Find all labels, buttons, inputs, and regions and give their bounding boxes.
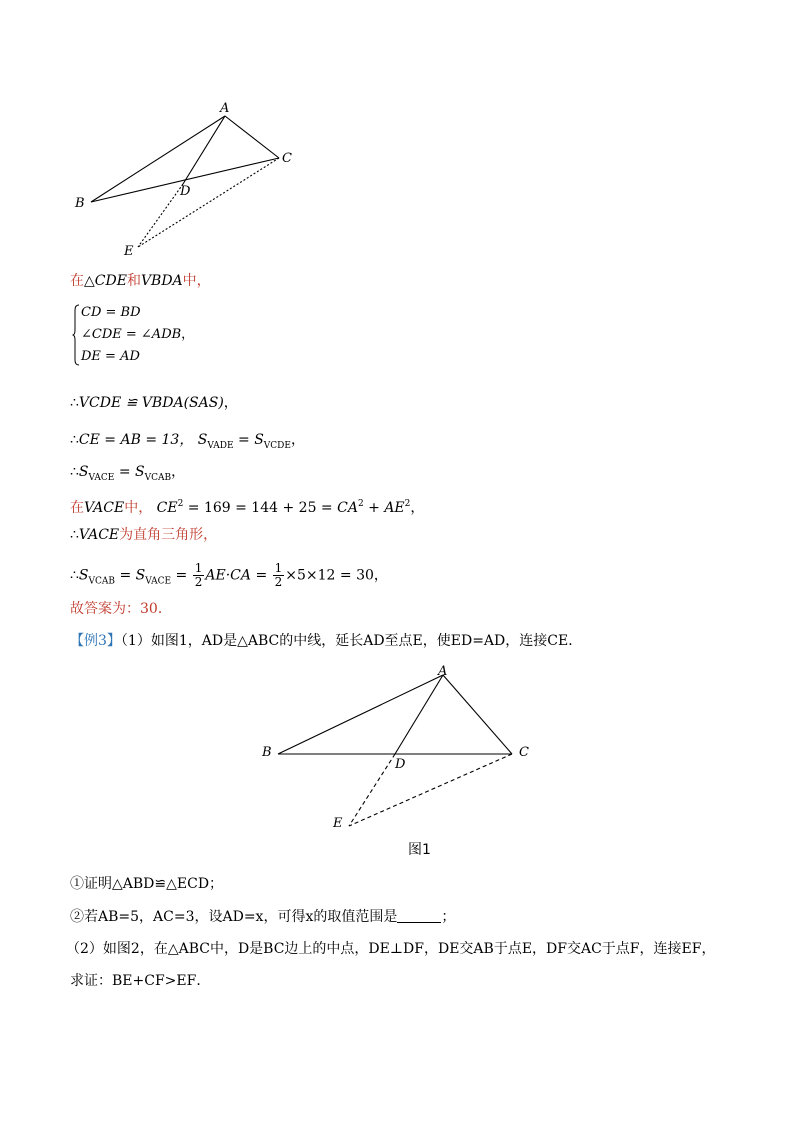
fig1-segment-de: [349, 754, 395, 826]
example3-line: 【例3】（1）如图1，AD是△ABC的中线，延长AD至点E，使ED=AD，连接CE．: [70, 633, 583, 649]
answer-blank[interactable]: [397, 908, 441, 923]
left-brace-icon: [72, 304, 80, 366]
area-equality-line: $\therefore S_{VACE} = S_{VCAB}$，: [70, 464, 186, 483]
pythagoras-line: 在VACE中， $CE^2 = 169 = 144 + 25 = CA^2 + AE^2$，: [70, 499, 425, 516]
top-label-d: D: [180, 184, 191, 199]
figure-one-caption: 图1: [408, 842, 431, 858]
top-label-c: C: [282, 151, 292, 166]
fig1-label-b: B: [262, 745, 272, 760]
fig1-label-a: A: [438, 664, 448, 679]
question-2-prove: 求证：BE+CF>EF．: [70, 973, 211, 989]
answer-line: 故答案为：30．: [70, 601, 172, 617]
top-label-b: B: [75, 196, 85, 211]
condition-cd-bd: CD = BD: [81, 305, 141, 320]
fig1-label-c: C: [519, 745, 529, 760]
fig1-segment-ab: [278, 675, 443, 754]
condition-angles: ∠CDE = ∠ADB，: [81, 327, 195, 342]
segment-ac: [225, 116, 279, 158]
ce-ab-line: ∴CE = AB = 13， $S_{VADE} = S_{VCDE}$，: [70, 432, 305, 451]
figure-one-diagram: [250, 660, 550, 840]
top-label-a: A: [220, 101, 230, 116]
top-geometry-figure: [60, 95, 320, 265]
fraction-one-half-2: $\frac{1}{2}$: [274, 561, 283, 589]
fig1-label-e: E: [333, 816, 343, 831]
segment-ad: [183, 116, 225, 184]
segment-ce: [138, 158, 279, 247]
question-2: （2）如图2，在△ABC中，D是BC边上的中点，DE⊥DF，DE交AB于点E，DF交AC于点F，连接EF，: [66, 941, 716, 957]
condition-de-ad: DE = AD: [81, 349, 140, 364]
segment-de: [138, 184, 183, 247]
segment-ab: [91, 116, 225, 202]
question-1-2: ②若AB=5，AC=3，设AD=x，可得x的取值范围是 ；: [70, 909, 456, 925]
fig1-label-d: D: [395, 757, 406, 772]
top-label-e: E: [124, 244, 134, 259]
fig1-segment-ac: [443, 675, 512, 754]
fig1-segment-ce: [349, 754, 512, 826]
congruence-conditions: [72, 304, 272, 370]
area-calculation-line: $\therefore S_{VCAB} = S_{VACE}$ = $\frac{1}{2}$ AE·CA = $\frac{1}{2}$ ×5×12 = 30，: [70, 561, 388, 589]
question-1-1: ①证明△ABD≌△ECD；: [70, 876, 224, 892]
right-triangle-line: ∴VACE为直角三角形，: [70, 527, 218, 543]
congruence-line: ∴VCDE ≌ VBDA(SAS)，: [70, 395, 238, 411]
example3-tag: 【例3】: [70, 633, 121, 649]
fraction-one-half: $\frac{1}{2}$: [194, 561, 203, 589]
intro-line: 在△CDE和VBDA中，: [70, 273, 211, 289]
